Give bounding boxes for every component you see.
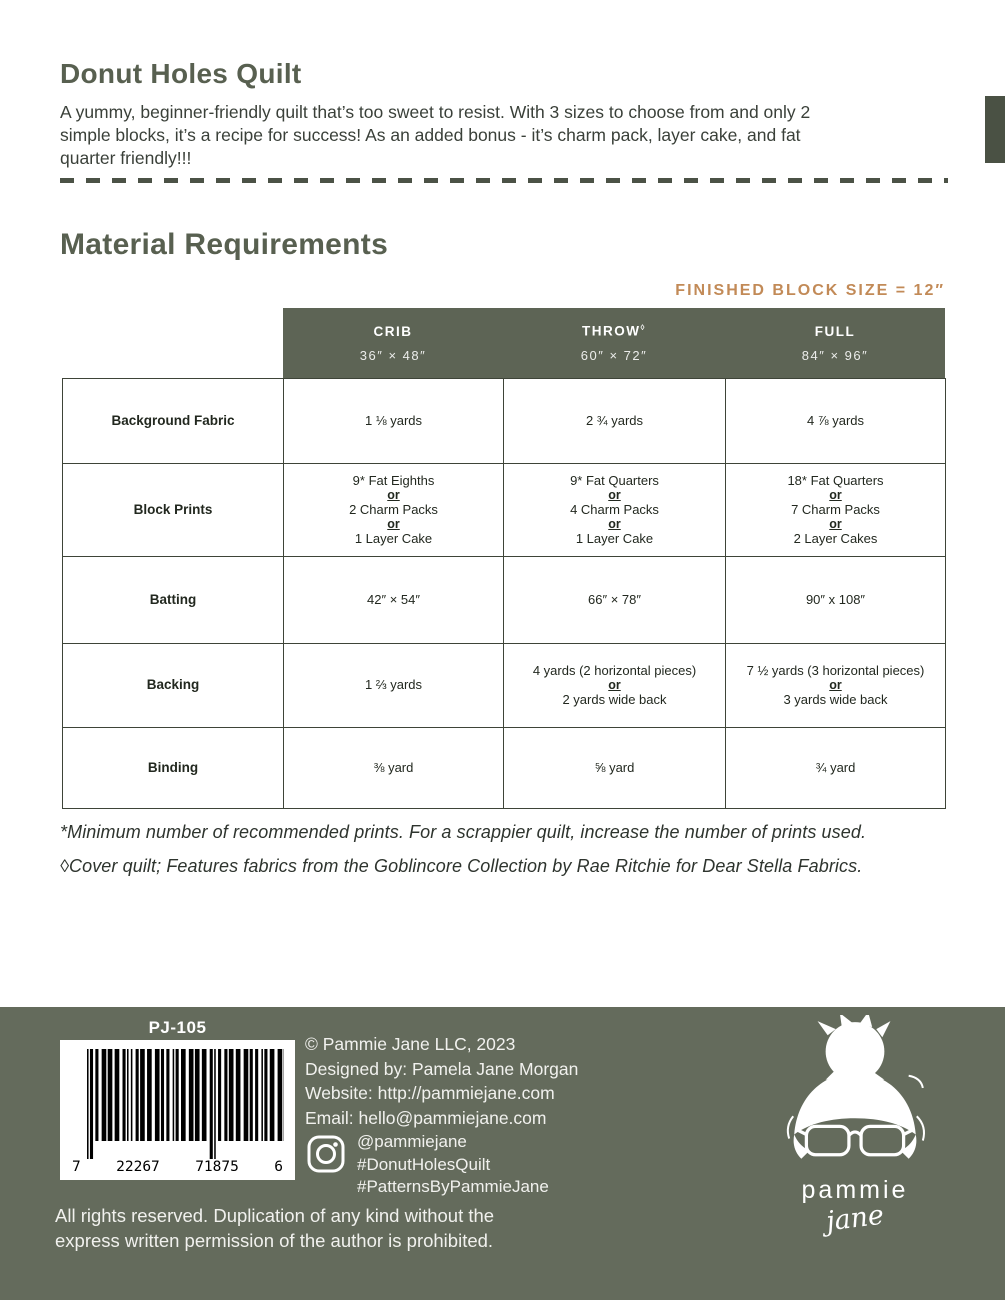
table-row [63, 463, 945, 556]
column-name: THROW◊ [582, 323, 646, 339]
column-dimensions: 60″ × 72″ [580, 347, 648, 363]
cell-line: 90″ x 108″ [805, 591, 866, 607]
table-cell [725, 379, 945, 463]
logo-text-pammie: pammie [801, 1176, 909, 1204]
or-separator: or [608, 517, 621, 532]
rights-notice: All rights reserved. Duplication of any kind without the express written permission of the author is prohibited. [55, 1205, 495, 1251]
cell-line: 4 yards (2 horizontal pieces) [532, 662, 697, 678]
social-line: #PatternsByPammieJane [357, 1177, 549, 1196]
or-separator: or [608, 678, 621, 693]
table-cell [283, 557, 503, 643]
column-header-crib [283, 308, 503, 378]
pattern-sku: PJ-105 [148, 1018, 207, 1037]
cell-line: 1 ⅛ yards [364, 412, 423, 428]
table-cell [725, 728, 945, 808]
cell-line: ⅜ yard [373, 759, 414, 775]
cell-line: 1 ⅔ yards [364, 677, 423, 693]
cell-line: 2 Layer Cakes [793, 530, 878, 546]
column-header-full [725, 308, 945, 378]
cell-line: 7 ½ yards (3 horizontal pieces) [746, 662, 925, 678]
dashed-divider [60, 178, 948, 183]
pammie-jane-head-icon [775, 1015, 935, 1175]
or-separator: or [829, 488, 842, 503]
column-name: FULL [814, 323, 856, 339]
barcode-digit-group: 7 [72, 1159, 81, 1175]
cell-line: 66″ × 78″ [588, 591, 641, 607]
credit-line: Website: http://pammiejane.com [305, 1083, 555, 1103]
row-label: Batting [149, 591, 197, 607]
table-cell [503, 379, 725, 463]
table-cell [503, 557, 725, 643]
footnotes [60, 822, 866, 890]
footnote: ◊Cover quilt; Features fabrics from the Goblincore Collection by Rae Ritchie for Dear Stella Fabrics. [60, 856, 863, 876]
cell-line: 4 ⅞ yards [806, 412, 865, 428]
intro-text: A yummy, beginner-friendly quilt that’s too sweet to resist. With 3 sizes to choose from and only 2 simple blocks, it’s a recipe for success! As an added bonus - it’s charm pack, layer cake, and fat quarter friendly!!! [60, 102, 811, 168]
or-separator: or [387, 488, 400, 503]
table-cell [725, 557, 945, 643]
cell-line: 1 Layer Cake [575, 530, 654, 546]
barcode-digit-group: 71875 [195, 1159, 239, 1175]
publisher-credits [305, 1032, 578, 1130]
page-title: Donut Holes Quilt [60, 58, 302, 89]
cell-line: 2 yards wide back [562, 691, 667, 707]
cell-line: 42″ × 54″ [367, 591, 420, 607]
column-dimensions: 84″ × 96″ [801, 347, 869, 363]
logo-text-jane: jane [824, 1199, 886, 1238]
section-heading: Material Requirements [60, 228, 389, 261]
or-separator: or [608, 488, 621, 503]
row-label: Binding [147, 759, 199, 775]
table-header-row [62, 308, 946, 378]
social-handles [357, 1131, 549, 1199]
cell-line: 3 yards wide back [783, 691, 888, 707]
cell-line: 18* Fat Quarters [787, 472, 884, 488]
table-cell [503, 728, 725, 808]
table-row [63, 727, 945, 808]
barcode-digit-group: 22267 [116, 1159, 160, 1175]
barcode-bars [71, 1049, 284, 1161]
table-cell [503, 464, 725, 556]
cell-line: 2 Charm Packs [349, 501, 438, 517]
social-line: #DonutHolesQuilt [357, 1154, 491, 1174]
cell-line: 4 Charm Packs [570, 501, 659, 517]
barcode [60, 1040, 295, 1180]
credit-line: © Pammie Jane LLC, 2023 [305, 1034, 516, 1054]
column-dimensions: 36″ × 48″ [359, 347, 427, 363]
table-cell [283, 464, 503, 556]
barcode-digit-group: 6 [274, 1159, 283, 1175]
or-separator: or [387, 517, 400, 532]
table-cell [283, 644, 503, 727]
cell-line: 7 Charm Packs [791, 501, 880, 517]
cell-line: 1 Layer Cake [354, 530, 433, 546]
table-cell [283, 379, 503, 463]
cell-line: ¾ yard [815, 759, 856, 775]
cell-line: ⅝ yard [594, 759, 635, 775]
pammie-jane-logo [775, 1015, 935, 1238]
table-row [63, 379, 945, 463]
table-header-spacer [62, 308, 283, 378]
row-label: Backing [146, 677, 200, 693]
footnote: *Minimum number of recommended prints. For a scrappier quilt, increase the number of prints used. [60, 822, 867, 842]
or-separator: or [829, 678, 842, 693]
credit-line: Email: hello@pammiejane.com [305, 1107, 547, 1128]
column-name: CRIB [373, 323, 413, 339]
cell-line: 2 ¾ yards [585, 412, 644, 428]
table-cell [725, 644, 945, 727]
page-edge-print-mark [985, 96, 1005, 163]
table-row [63, 556, 945, 643]
or-separator: or [829, 517, 842, 532]
cell-line: 9* Fat Eighths [352, 472, 435, 488]
finished-block-size-note: FINISHED BLOCK SIZE = 12″ [675, 282, 945, 299]
row-label: Block Prints [133, 501, 213, 517]
credit-line: Designed by: Pamela Jane Morgan [305, 1058, 579, 1079]
table-row [63, 643, 945, 727]
table-body [62, 378, 946, 809]
barcode-digits [60, 1159, 295, 1175]
instagram-icon [306, 1134, 346, 1174]
column-header-throw [503, 308, 725, 378]
footer-band [0, 1007, 1005, 1300]
table-cell [503, 644, 725, 727]
table-cell [283, 728, 503, 808]
material-requirements-table [62, 308, 946, 809]
cell-line: 9* Fat Quarters [570, 472, 659, 488]
social-line: @pammiejane [357, 1132, 467, 1151]
table-cell [725, 464, 945, 556]
row-label: Background Fabric [111, 412, 235, 428]
